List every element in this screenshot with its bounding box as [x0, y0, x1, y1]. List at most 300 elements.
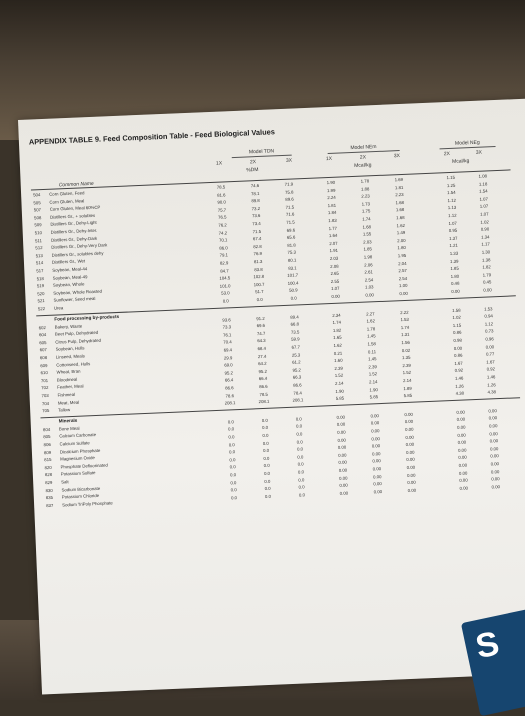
feed-value: 1.80 — [397, 245, 406, 251]
feed-value: 1.49 — [396, 230, 406, 236]
feed-value: 0.00 — [338, 475, 348, 481]
feed-name: Tallow — [58, 407, 71, 413]
feed-code: 804 — [42, 426, 51, 433]
header-common-name: Common Name — [58, 180, 94, 189]
feed-value: 0.00 — [338, 467, 348, 473]
feed-value: 86.6 — [225, 385, 234, 391]
feed-value: 0.0 — [228, 426, 235, 432]
feed-value: 0.00 — [488, 415, 498, 421]
feed-value: 53.0 — [221, 290, 230, 297]
feed-value: 101.7 — [287, 272, 299, 279]
feed-value: 86.6 — [259, 383, 268, 390]
feed-value: 1.53 — [484, 305, 493, 312]
feed-name: Linseed, Meals — [55, 353, 85, 360]
feed-name: Bloodmeal — [56, 376, 78, 383]
feed-value: 0.00 — [488, 408, 497, 414]
header-nem-2x: 2X — [359, 154, 367, 161]
feed-value: 0.00 — [490, 461, 500, 467]
header-group-neg — [439, 139, 495, 149]
feed-code: 505 — [33, 199, 41, 206]
feed-value: 0.0 — [228, 449, 236, 455]
feed-value: 1.67 — [454, 360, 463, 366]
feed-value: 102.8 — [253, 274, 265, 280]
feed-code: 512 — [35, 245, 43, 251]
feed-value: 1.12 — [447, 197, 457, 203]
feed-value: 1.15 — [446, 174, 456, 181]
feed-value: 0.00 — [338, 459, 347, 466]
feed-value: 29.9 — [223, 354, 233, 361]
feed-value: 0.00 — [453, 345, 463, 351]
feed-value: 73.5 — [290, 329, 300, 335]
feed-name: Soybean, Hulls — [55, 345, 85, 353]
feed-value: 0.00 — [457, 447, 467, 453]
feed-value: 0.00 — [488, 423, 498, 429]
feed-name: Calcium Sulfate — [59, 440, 90, 447]
feed-value: 2.14 — [368, 379, 378, 385]
feed-value: 70.1 — [218, 237, 228, 243]
feed-value: 2.39 — [334, 365, 343, 371]
feed-code: 829 — [45, 479, 53, 486]
feed-value: 83.1 — [288, 265, 297, 271]
feed-value: 67.7 — [291, 344, 301, 350]
feed-value: 76.1 — [222, 332, 232, 338]
feed-value: 25.3 — [291, 351, 301, 358]
feed-value: 95.2 — [292, 367, 301, 373]
feed-value: 95.2 — [258, 368, 268, 374]
feed-value: 1.95 — [397, 252, 407, 259]
feed-value: 1.18 — [478, 181, 488, 187]
feed-value: 1.68 — [395, 199, 405, 206]
feed-code: 519 — [36, 283, 45, 289]
feed-value: 73.4 — [252, 220, 261, 227]
feed-value: 0.98 — [453, 337, 462, 343]
feed-value: 2.04 — [398, 260, 407, 266]
feed-code: 806 — [43, 441, 51, 448]
feed-value: 66.4 — [258, 376, 268, 382]
feed-value: 0.00 — [407, 479, 416, 486]
feed-value: 78.1 — [250, 190, 260, 196]
feed-code: 511 — [34, 237, 43, 243]
feed-value: 0.0 — [298, 492, 306, 498]
feed-value: 0.00 — [459, 477, 468, 484]
feed-value: 208.1 — [224, 400, 236, 406]
feed-value: 1.74 — [332, 319, 342, 326]
feed-value: 0.00 — [456, 409, 465, 415]
feed-value: 1.74 — [362, 216, 371, 222]
feed-value: 1.35 — [402, 354, 411, 361]
feed-value: 69.6 — [256, 323, 266, 329]
feed-name: Soybean, Whole Roasted — [53, 288, 103, 296]
feed-value: 81.6 — [217, 191, 226, 198]
feed-value: 1.53 — [400, 316, 409, 323]
feed-value: 2.14 — [335, 380, 344, 386]
feed-value: 73.3 — [222, 324, 232, 330]
feed-value: 1.82 — [482, 264, 491, 270]
feed-value: 2.22 — [400, 309, 409, 315]
feed-value: 69.0 — [224, 362, 233, 368]
feed-code: 507 — [33, 207, 42, 213]
feed-value: 0.00 — [371, 443, 381, 449]
feed-value: 208.1 — [258, 398, 270, 405]
feed-code: 508 — [34, 214, 42, 221]
feed-value: 0.94 — [484, 313, 493, 319]
feed-value: 0.00 — [337, 444, 347, 451]
feed-name: Meat, Meal — [57, 399, 80, 406]
feed-name: Soybean, Meal-44 — [52, 266, 88, 273]
feed-value: 69.6 — [286, 227, 296, 233]
feed-value: 1.03 — [365, 284, 374, 290]
feed-value: 79.1 — [219, 252, 229, 259]
feed-value: 1.82 — [332, 327, 342, 333]
feed-name: Corn Gluten, Meal — [49, 197, 85, 205]
header-nem-1x: 1X — [325, 155, 333, 163]
feed-value: 1.62 — [333, 342, 343, 348]
feed-value: 0.0 — [262, 432, 269, 439]
feed-value: 0.00 — [406, 457, 415, 463]
feed-value: 1.88 — [360, 185, 370, 192]
feed-value: 65.6 — [286, 234, 296, 241]
feed-value: 1.58 — [452, 307, 461, 313]
header-tdn-label: Model TDN — [248, 148, 275, 156]
feed-name: Distillers Gr., solubles dehy — [51, 250, 104, 258]
feed-value: 1.68 — [395, 207, 405, 213]
feed-value: 0.00 — [372, 466, 382, 472]
feed-value: 0.0 — [228, 441, 235, 448]
feed-value: 1.68 — [396, 214, 405, 221]
feed-value: 100.7 — [253, 281, 265, 288]
feed-value: 68.4 — [257, 345, 267, 352]
feed-value: 0.0 — [222, 298, 229, 304]
feed-value: 0.00 — [456, 424, 466, 430]
feed-value: 2.08 — [330, 263, 339, 269]
feed-value: 0.0 — [229, 464, 236, 470]
feed-value: 1.81 — [327, 202, 337, 208]
feed-name: Dicalcium Phosphate — [59, 447, 101, 455]
feed-value: 1.15 — [452, 322, 462, 328]
feed-value: 64.2 — [258, 360, 267, 367]
feed-value: 0.00 — [336, 421, 346, 428]
feed-value: 76.9 — [253, 251, 263, 257]
feed-value: 5.85 — [335, 395, 345, 402]
feed-value: 1.45 — [368, 356, 377, 362]
feed-value: 0.00 — [491, 476, 500, 482]
header-tdn-3x: 3X — [285, 157, 293, 164]
feed-name: Fishmeal — [57, 391, 76, 398]
feed-code: 702 — [41, 385, 49, 391]
feed-value: 2.06 — [364, 261, 373, 268]
feed-value: 89.4 — [290, 314, 299, 320]
feed-value: 90.0 — [217, 199, 226, 205]
feed-value: 1.78 — [360, 178, 370, 184]
feed-value: 101.0 — [219, 283, 231, 289]
feed-code: 607 — [39, 347, 47, 353]
feed-value: 1.12 — [484, 321, 494, 327]
feed-name: Feather, Meal — [57, 383, 84, 390]
feed-value: 1.60 — [334, 357, 343, 364]
feed-value: 1.21 — [449, 243, 458, 249]
feed-code: 517 — [36, 268, 44, 274]
feed-value: 4.38 — [455, 390, 465, 397]
feed-value: 69.4 — [223, 347, 233, 353]
feed-value: 1.30 — [481, 249, 491, 255]
feed-value: 51.7 — [255, 289, 264, 295]
feed-code: 828 — [44, 472, 53, 478]
feed-value: 82.8 — [253, 243, 262, 250]
feed-value: 0.00 — [491, 483, 501, 490]
feed-code: 805 — [43, 434, 51, 440]
feed-value: 0.0 — [295, 423, 303, 430]
feed-value: 0.00 — [405, 434, 414, 440]
header-neg-2x: 2X — [443, 150, 451, 158]
feed-value: 0.0 — [295, 416, 302, 422]
feed-name: Soybean, Meal-49 — [52, 273, 88, 281]
feed-value: 67.4 — [252, 236, 262, 242]
feed-name: Distillers Gr., Dehy-Inter. — [50, 227, 98, 235]
feed-value: 1.38 — [481, 256, 491, 263]
feed-value: 1.39 — [449, 258, 459, 264]
feed-name: Phosphate Defluorinated — [60, 462, 108, 470]
feed-value: 1.90 — [335, 388, 344, 394]
feed-name: Sodium TriPoly Phosphate — [62, 500, 113, 508]
feed-code: 521 — [37, 298, 45, 304]
feed-value: 0.00 — [331, 293, 340, 300]
feed-value: 0.92 — [454, 367, 464, 374]
feed-code: 701 — [40, 377, 49, 384]
feed-value: 0.96 — [485, 336, 494, 342]
feed-value: 1.07 — [448, 220, 457, 226]
feed-value: 1.52 — [368, 371, 378, 377]
feed-value: 1.26 — [487, 381, 496, 388]
feed-value: 66.4 — [224, 377, 234, 383]
feed-value: 0.00 — [373, 488, 383, 495]
feed-value: 0.77 — [485, 351, 495, 357]
feed-code: 809 — [43, 449, 52, 455]
feed-value: 0.00 — [489, 438, 499, 444]
feed-value: 86.6 — [293, 382, 302, 388]
feed-value: 0.0 — [296, 438, 303, 445]
feed-name: Corn Gluten, Feed — [49, 190, 85, 197]
feed-value: 0.00 — [365, 292, 374, 298]
feed-code: 604 — [38, 332, 47, 338]
feed-value: 1.08 — [478, 173, 488, 179]
feed-value: 2.55 — [330, 278, 340, 284]
feed-value: 0.00 — [407, 487, 417, 493]
feed-value: 1.33 — [449, 250, 459, 257]
feed-value: 1.07 — [331, 286, 340, 292]
feed-value: 5.85 — [369, 394, 379, 400]
feed-code: 815 — [44, 457, 52, 463]
feed-name: Wheat, Bran — [56, 368, 81, 375]
feed-value: 0.0 — [262, 447, 270, 454]
feed-value: 74.6 — [250, 182, 260, 189]
feed-value: 1.07 — [480, 211, 489, 217]
feed-name: Soybean, Whole — [52, 281, 85, 288]
feed-name: Salt — [61, 479, 69, 485]
header-tdn-2x: 2X — [249, 159, 257, 166]
feed-value: 74.2 — [218, 229, 228, 236]
feed-value: 1.02 — [452, 314, 461, 321]
feed-value: 1.74 — [400, 324, 410, 330]
feed-value: 1.77 — [328, 225, 338, 231]
feed-code: 835 — [45, 495, 54, 501]
feed-value: 0.0 — [263, 455, 270, 461]
feed-name: Beet Pulp, Dehydrated — [54, 330, 99, 337]
feed-value: 0.0 — [264, 485, 271, 492]
feed-value: 0.00 — [371, 435, 380, 442]
feed-value: 0.00 — [337, 437, 346, 443]
feed-value: 71.5 — [252, 228, 262, 234]
feed-code: 837 — [46, 502, 54, 508]
feed-value: 0.0 — [296, 446, 304, 452]
feed-value: 0.00 — [399, 290, 408, 297]
feed-value: 50.9 — [289, 287, 298, 294]
feed-value: 78.4 — [293, 389, 302, 396]
feed-value: 1.54 — [447, 189, 456, 196]
feed-value: 0.00 — [489, 445, 499, 452]
header-neg-3x: 3X — [475, 149, 483, 156]
feed-value: 2.23 — [395, 192, 404, 198]
feed-code: 610 — [40, 370, 48, 376]
feed-value: 0.00 — [483, 287, 492, 293]
feed-value: 1.07 — [479, 196, 488, 202]
feed-value: 2.39 — [402, 362, 411, 368]
feed-name: Bone Meal — [58, 425, 80, 432]
feed-value: 2.14 — [402, 377, 412, 384]
header-neg-unit: Mcal/kg — [452, 158, 470, 165]
feed-value: 1.83 — [328, 217, 337, 224]
feed-value: 0.00 — [336, 414, 346, 420]
feed-name: Magnesium Oxide — [60, 455, 95, 462]
feed-value: 1.68 — [362, 223, 372, 230]
feed-value: 1.91 — [329, 248, 339, 254]
feed-value: 0.00 — [338, 452, 347, 458]
feed-code: 513 — [35, 252, 43, 259]
header-nem-unit: Mcal/kg — [354, 162, 372, 169]
feed-value: 1.52 — [402, 370, 412, 376]
feed-value: 1.46 — [454, 375, 464, 381]
feed-value: 104.5 — [219, 275, 231, 281]
feed-value: 78.5 — [216, 184, 226, 190]
sticker-letter: S — [472, 624, 503, 667]
feed-code: 605 — [39, 339, 47, 346]
feed-name: Distillers Gr., Dehy-Light — [50, 220, 97, 228]
feed-value: 1.85 — [363, 246, 373, 253]
feed-value: 93.6 — [222, 316, 231, 323]
feed-value: 1.81 — [394, 184, 404, 190]
feed-value: 2.39 — [368, 363, 377, 370]
header-tdn-unit: %DM — [246, 166, 259, 174]
feed-value: 2.54 — [398, 275, 408, 281]
feed-value: 0.00 — [451, 288, 460, 295]
feed-value: 0.0 — [262, 440, 269, 446]
feed-value: 0.0 — [230, 494, 238, 501]
feed-value: 1.13 — [447, 205, 457, 211]
feed-value: 0.00 — [371, 428, 380, 434]
feed-value: 75.3 — [287, 249, 297, 256]
feed-value: 81.8 — [287, 242, 296, 248]
feed-value: 1.45 — [367, 333, 376, 339]
feed-name: Citrus Pulp, Dehydrated — [55, 337, 102, 345]
feed-value: 0.00 — [405, 449, 415, 455]
feed-value: 82.9 — [219, 260, 229, 266]
feed-value: 0.0 — [227, 419, 234, 425]
feed-value: 0.86 — [453, 330, 462, 336]
feed-value: 2.65 — [330, 270, 339, 277]
feed-value: 0.00 — [337, 429, 346, 435]
feed-value: 66.3 — [292, 374, 302, 381]
feed-code: 608 — [39, 354, 48, 361]
header-nem-3x: 3X — [393, 153, 401, 160]
feed-name: Potassium Sulfate — [60, 470, 96, 477]
feed-value: 0.0 — [298, 476, 305, 483]
feed-value: 2.03 — [363, 239, 372, 245]
feed-value: 0.00 — [457, 432, 466, 438]
feed-value: 73.2 — [251, 205, 261, 212]
feed-code: 820 — [44, 464, 52, 470]
feed-value: 0.48 — [450, 281, 460, 287]
feed-value: 1.67 — [486, 359, 495, 365]
feed-value: 95.2 — [224, 370, 234, 376]
feed-value: 100.4 — [287, 280, 299, 286]
feed-value: 0.02 — [401, 347, 411, 353]
feed-value: 2.57 — [398, 268, 407, 274]
header-group-nem — [327, 143, 399, 154]
feed-value: 1.78 — [366, 326, 376, 332]
feed-name: Urea — [53, 305, 64, 311]
feed-value: 0.00 — [405, 426, 414, 433]
feed-value: 2.00 — [397, 237, 406, 244]
feed-value: 0.11 — [367, 348, 377, 355]
feed-value: 0.00 — [339, 482, 348, 489]
feed-value: 1.52 — [334, 373, 344, 379]
feed-value: 1.80 — [450, 273, 460, 279]
feed-value: 73.6 — [251, 213, 261, 219]
feed-value: 0.92 — [486, 366, 496, 372]
feed-value: 1.90 — [326, 179, 336, 186]
feed-value: 2.03 — [329, 255, 339, 262]
feed-value: 0.86 — [453, 352, 463, 359]
feed-value: 71.6 — [285, 211, 295, 218]
feed-value: 71.9 — [284, 181, 294, 187]
feed-value: 1.62 — [396, 222, 406, 228]
feed-value: 0.00 — [456, 416, 466, 423]
feed-value: 2.34 — [332, 312, 341, 318]
feed-value: 0.00 — [372, 458, 381, 464]
feed-code: 602 — [38, 324, 46, 330]
feed-value: 0.0 — [296, 431, 303, 437]
feed-code: 510 — [34, 230, 43, 236]
feed-value: 1.75 — [361, 208, 371, 215]
feed-name: Potassium Chloride — [61, 493, 100, 500]
feed-value: 5.85 — [403, 392, 413, 399]
feed-value: 75.8 — [284, 189, 294, 195]
feed-value: 1.90 — [369, 386, 378, 393]
feed-code: 520 — [37, 290, 45, 297]
feed-value: 1.56 — [401, 339, 410, 346]
feed-value: 1.85 — [450, 265, 459, 272]
feed-value: 1.37 — [449, 235, 458, 241]
feed-value: 0.00 — [370, 412, 379, 419]
feed-code: 703 — [41, 392, 49, 399]
header-nem-label: Model NEm — [350, 144, 377, 152]
feed-value: 0.0 — [297, 469, 305, 475]
feed-value: 1.89 — [403, 385, 412, 391]
feed-value: 0.0 — [298, 484, 305, 490]
feed-value: 66.8 — [290, 321, 300, 327]
feed-value: 71.5 — [285, 204, 295, 210]
feed-value: 1.99 — [326, 187, 336, 193]
feed-name: Cottonseed, Hulls — [56, 360, 91, 368]
